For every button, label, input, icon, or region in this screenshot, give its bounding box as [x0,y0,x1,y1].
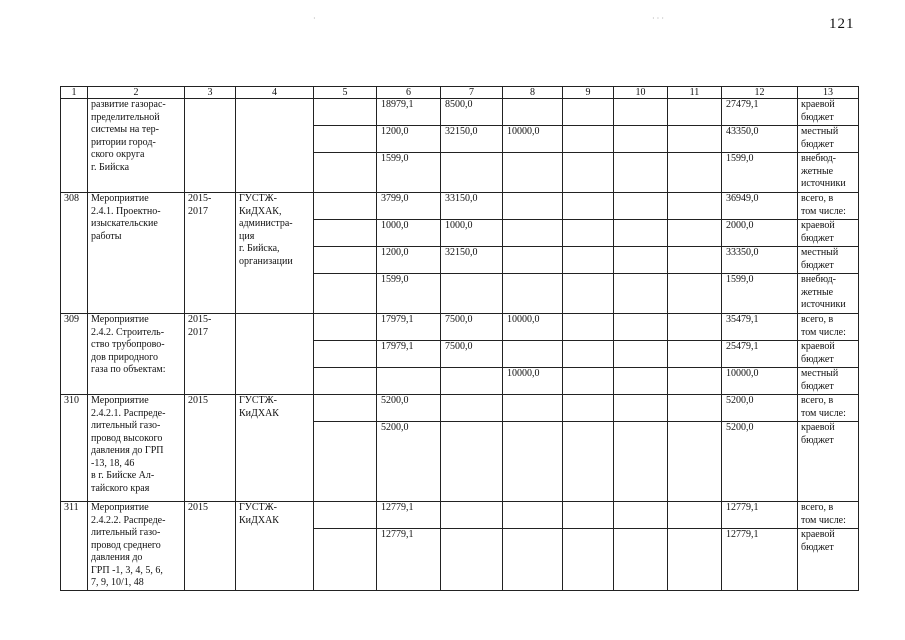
cell-col8 [503,395,563,422]
page-number: 121 [829,16,855,32]
cell-col10 [614,368,668,395]
cell-col10 [614,314,668,341]
cell-col9 [563,395,614,422]
cell-col5 [314,368,377,395]
cell-col12: 12779,1 [722,502,798,529]
cell-col11 [668,341,722,368]
cell-col6: 17979,1 [377,341,441,368]
row-id-cell: 308 [61,193,88,314]
cell-col7: 7500,0 [441,314,503,341]
cell-col9 [563,99,614,126]
cell-col7: 32150,0 [441,126,503,153]
years-cell: 2015 [185,502,236,591]
cell-col9 [563,274,614,314]
table-row [61,502,859,529]
cell-col12: 5200,0 [722,422,798,502]
cell-col10 [614,126,668,153]
cell-col10 [614,274,668,314]
executor-cell: ГУСТЖ- КиДХАК [236,502,314,591]
cell-col6: 1000,0 [377,220,441,247]
cell-col12: 33350,0 [722,247,798,274]
cell-col8 [503,274,563,314]
cell-col10 [614,529,668,591]
cell-col11 [668,220,722,247]
table-row [61,193,859,220]
cell-col7 [441,368,503,395]
cell-col11 [668,193,722,220]
funding-source-cell: всего, в том числе: [798,193,859,220]
event-name-cell: Мероприятие 2.4.1. Проектно- изыскательские работы [88,193,185,314]
cell-col7 [441,274,503,314]
cell-col11 [668,274,722,314]
cell-col6: 5200,0 [377,422,441,502]
cell-col11 [668,422,722,502]
cell-col5 [314,502,377,529]
cell-col7: 1000,0 [441,220,503,247]
cell-col12: 1599,0 [722,274,798,314]
funding-source-cell: краевой бюджет [798,341,859,368]
cell-col9 [563,529,614,591]
cell-col7 [441,422,503,502]
cell-col7: 7500,0 [441,341,503,368]
cell-col9 [563,193,614,220]
cell-col8 [503,341,563,368]
column-header: 2 [88,87,185,99]
cell-col5 [314,126,377,153]
cell-col10 [614,247,668,274]
funding-source-cell: всего, в том числе: [798,395,859,422]
cell-col9 [563,502,614,529]
executor-cell: ГУСТЖ- КиДХАК, администра- ция г. Бийска, организации [236,193,314,314]
cell-col12: 35479,1 [722,314,798,341]
cell-col9 [563,153,614,193]
column-header: 11 [668,87,722,99]
cell-col9 [563,314,614,341]
event-name-cell: Мероприятие 2.4.2.2. Распреде- лительный газо- провод среднего давления до ГРП -1, 3, 4, 5, 6, 7, 9, 10/1, 48 [88,502,185,591]
funding-source-cell: местный бюджет [798,247,859,274]
cell-col5 [314,341,377,368]
cell-col8: 10000,0 [503,368,563,395]
cell-col10 [614,153,668,193]
table-row [61,99,859,126]
cell-col6: 5200,0 [377,395,441,422]
cell-col12: 43350,0 [722,126,798,153]
cell-col12: 2000,0 [722,220,798,247]
cell-col10 [614,193,668,220]
years-cell: 2015- 2017 [185,193,236,314]
funding-source-cell: краевой бюджет [798,529,859,591]
column-header: 6 [377,87,441,99]
cell-col12: 1599,0 [722,153,798,193]
row-id-cell: 310 [61,395,88,502]
cell-col8 [503,220,563,247]
cell-col6: 3799,0 [377,193,441,220]
cell-col12: 27479,1 [722,99,798,126]
cell-col10 [614,220,668,247]
cell-col6: 12779,1 [377,502,441,529]
column-number-row [61,87,859,99]
cell-col5 [314,529,377,591]
row-id-cell: 309 [61,314,88,395]
funding-source-cell: всего, в том числе: [798,314,859,341]
cell-col11 [668,502,722,529]
cell-col6: 1599,0 [377,274,441,314]
cell-col7 [441,502,503,529]
cell-col7: 8500,0 [441,99,503,126]
years-cell: 2015- 2017 [185,314,236,395]
cell-col8 [503,99,563,126]
column-header: 8 [503,87,563,99]
cell-col9 [563,368,614,395]
cell-col5 [314,153,377,193]
cell-col9 [563,247,614,274]
budget-table [60,86,859,591]
cell-col8 [503,422,563,502]
cell-col6 [377,368,441,395]
funding-source-cell: внебюд- жетные источники [798,153,859,193]
cell-col8 [503,247,563,274]
cell-col12: 36949,0 [722,193,798,220]
cell-col9 [563,220,614,247]
cell-col10 [614,99,668,126]
cell-col10 [614,422,668,502]
executor-cell [236,314,314,395]
cell-col6: 1200,0 [377,247,441,274]
cell-col8: 10000,0 [503,314,563,341]
event-name-cell: Мероприятие 2.4.2.1. Распреде- лительный газо- провод высокого давления до ГРП -13, 18, 46 в г. Бийске Ал- тайского края [88,395,185,502]
cell-col7: 32150,0 [441,247,503,274]
funding-source-cell: местный бюджет [798,368,859,395]
cell-col6: 18979,1 [377,99,441,126]
cell-col11 [668,99,722,126]
cell-col8 [503,529,563,591]
scan-speck: · · · [652,14,664,23]
cell-col7: 33150,0 [441,193,503,220]
cell-col10 [614,395,668,422]
column-header: 3 [185,87,236,99]
cell-col5 [314,395,377,422]
cell-col7 [441,529,503,591]
cell-col11 [668,395,722,422]
cell-col6: 17979,1 [377,314,441,341]
years-cell: 2015 [185,395,236,502]
cell-col11 [668,126,722,153]
table-row [61,314,859,341]
column-header: 13 [798,87,859,99]
cell-col7 [441,395,503,422]
column-header: 5 [314,87,377,99]
cell-col9 [563,422,614,502]
row-id-cell [61,99,88,193]
column-header: 1 [61,87,88,99]
executor-cell: ГУСТЖ- КиДХАК [236,395,314,502]
cell-col12: 12779,1 [722,529,798,591]
executor-cell [236,99,314,193]
column-header: 9 [563,87,614,99]
cell-col8 [503,502,563,529]
cell-col5 [314,422,377,502]
cell-col10 [614,341,668,368]
row-id-cell: 311 [61,502,88,591]
funding-source-cell: краевой бюджет [798,220,859,247]
cell-col5 [314,220,377,247]
years-cell [185,99,236,193]
cell-col8 [503,153,563,193]
cell-col11 [668,247,722,274]
cell-col7 [441,153,503,193]
table-row [61,395,859,422]
funding-source-cell: краевой бюджет [798,422,859,502]
cell-col5 [314,193,377,220]
funding-source-cell: местный бюджет [798,126,859,153]
cell-col6: 12779,1 [377,529,441,591]
scan-speck: · [313,14,316,23]
cell-col11 [668,153,722,193]
funding-source-cell: всего, в том числе: [798,502,859,529]
cell-col12: 10000,0 [722,368,798,395]
cell-col5 [314,247,377,274]
column-header: 10 [614,87,668,99]
cell-col5 [314,314,377,341]
funding-source-cell: краевой бюджет [798,99,859,126]
cell-col12: 25479,1 [722,341,798,368]
cell-col6: 1599,0 [377,153,441,193]
cell-col10 [614,502,668,529]
cell-col8 [503,193,563,220]
cell-col11 [668,529,722,591]
cell-col5 [314,99,377,126]
column-header: 12 [722,87,798,99]
cell-col8: 10000,0 [503,126,563,153]
cell-col9 [563,126,614,153]
cell-col6: 1200,0 [377,126,441,153]
cell-col5 [314,274,377,314]
event-name-cell: развитие газорас- пределительной системы на тер- ритории город- ского округа г. Бийска [88,99,185,193]
column-header: 7 [441,87,503,99]
funding-source-cell: внебюд- жетные источники [798,274,859,314]
cell-col9 [563,341,614,368]
column-header: 4 [236,87,314,99]
cell-col11 [668,368,722,395]
event-name-cell: Мероприятие 2.4.2. Строитель- ство трубопрово- дов природного газа по объектам: [88,314,185,395]
cell-col11 [668,314,722,341]
cell-col12: 5200,0 [722,395,798,422]
